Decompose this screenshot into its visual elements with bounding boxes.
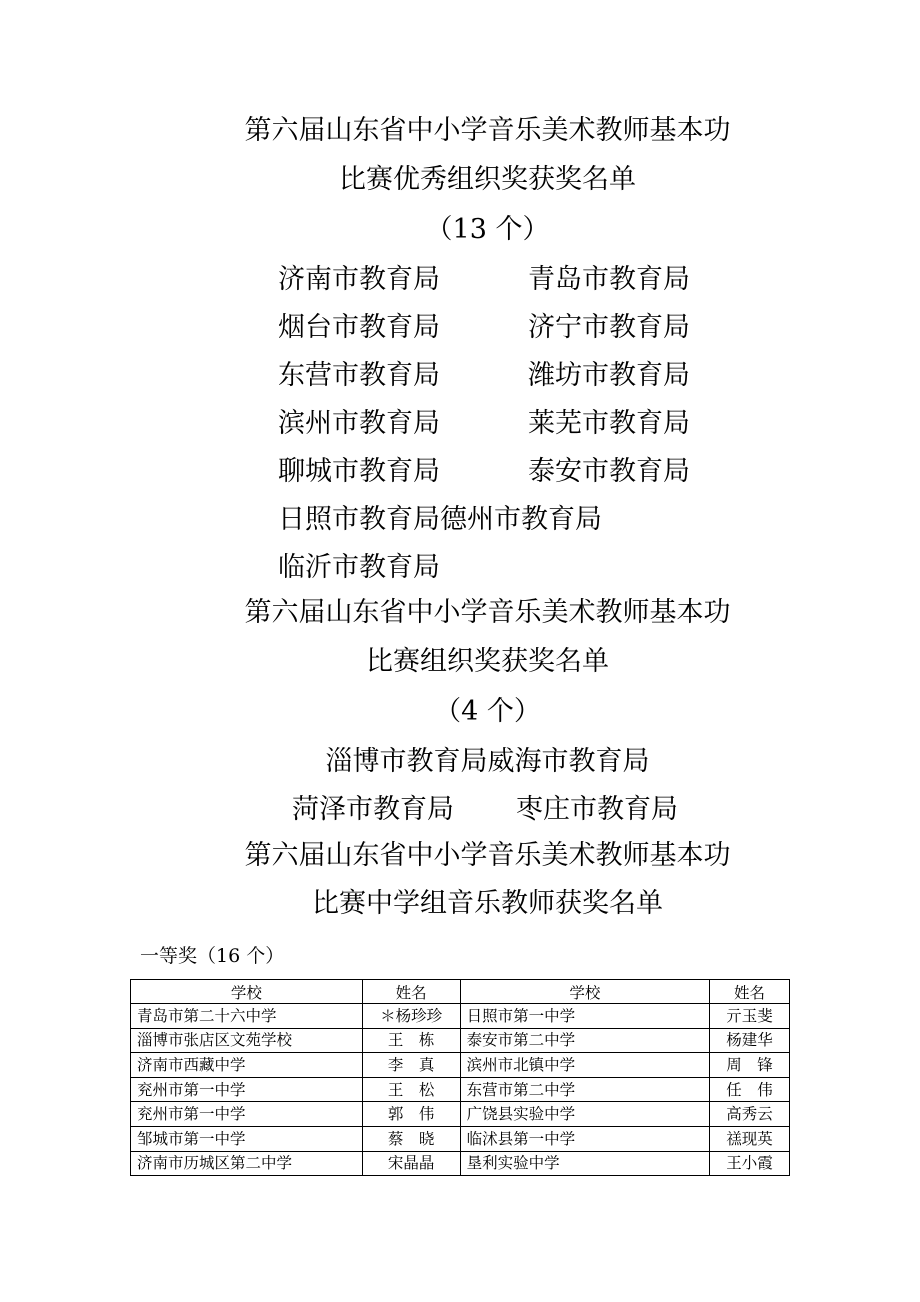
table-header-row (131, 980, 790, 1004)
name-cell: 杨建华 (710, 1028, 790, 1053)
school-cell: 东营市第二中学 (460, 1077, 709, 1102)
title-2-line-1: 第六届山东省中小学音乐美术教师基本功 (244, 597, 731, 628)
org-item: 滨州市教育局 (278, 408, 440, 439)
title-1-count: （13 个） (425, 214, 550, 245)
org-item: 青岛市教育局 (528, 264, 690, 295)
title-3-line-2: 比赛中学组音乐教师获奖名单 (312, 888, 663, 919)
name-cell: 任 伟 (710, 1077, 790, 1102)
title-2-count: （4 个） (434, 696, 541, 727)
org-item: 济南市教育局 (278, 264, 440, 295)
header-school: 学校 (460, 980, 709, 1004)
name-cell: 禚现英 (710, 1126, 790, 1151)
org-item: 菏泽市教育局 (292, 794, 454, 825)
school-cell: 兖州市第一中学 (131, 1102, 363, 1127)
first-prize-heading: 一等奖（16 个） (140, 945, 285, 967)
school-cell: 广饶县实验中学 (460, 1102, 709, 1127)
org-item: 聊城市教育局 (278, 456, 440, 487)
header-name: 姓名 (362, 980, 460, 1004)
name-cell: 李 真 (362, 1053, 460, 1078)
org-item: 淄博市教育局威海市教育局 (325, 746, 650, 777)
header-school: 学校 (131, 980, 363, 1004)
title-2-line-2: 比赛组织奖获奖名单 (366, 646, 609, 677)
table-row (131, 1151, 790, 1176)
org-item: 枣庄市教育局 (516, 794, 678, 825)
name-cell: 王小霞 (710, 1151, 790, 1176)
table-row (131, 1053, 790, 1078)
school-cell: 兖州市第一中学 (131, 1077, 363, 1102)
org-item: 潍坊市教育局 (528, 360, 690, 391)
table-row (131, 1028, 790, 1053)
org-item: 日照市教育局德州市教育局 (278, 504, 602, 535)
school-cell: 济南市西藏中学 (131, 1053, 363, 1078)
name-cell: 郭 伟 (362, 1102, 460, 1127)
table-row (131, 1077, 790, 1102)
school-cell: 泰安市第二中学 (460, 1028, 709, 1053)
org-item: 济宁市教育局 (528, 312, 690, 343)
org-item: 莱芜市教育局 (528, 408, 690, 439)
school-cell: 滨州市北镇中学 (460, 1053, 709, 1078)
table-row (131, 1126, 790, 1151)
header-name: 姓名 (710, 980, 790, 1004)
school-cell: 青岛市第二十六中学 (131, 1004, 363, 1029)
name-cell: 亓玉斐 (710, 1004, 790, 1029)
school-cell: 济南市历城区第二中学 (131, 1151, 363, 1176)
school-cell: 垦利实验中学 (460, 1151, 709, 1176)
name-cell: 宋晶晶 (362, 1151, 460, 1176)
name-cell: 王 松 (362, 1077, 460, 1102)
school-cell: 日照市第一中学 (460, 1004, 709, 1029)
table-row (131, 1102, 790, 1127)
name-cell: 高秀云 (710, 1102, 790, 1127)
school-cell: 邹城市第一中学 (131, 1126, 363, 1151)
school-cell: 淄博市张店区文苑学校 (131, 1028, 363, 1053)
name-cell: ＊杨珍珍 (362, 1004, 460, 1029)
title-1-line-2: 比赛优秀组织奖获奖名单 (339, 164, 636, 195)
table-row (131, 1004, 790, 1029)
org-item: 东营市教育局 (278, 360, 440, 391)
org-item: 烟台市教育局 (278, 312, 440, 343)
name-cell: 王 栋 (362, 1028, 460, 1053)
award-table (130, 979, 790, 1176)
org-item: 临沂市教育局 (278, 552, 440, 583)
title-3-line-1: 第六届山东省中小学音乐美术教师基本功 (244, 840, 731, 871)
name-cell: 周 锋 (710, 1053, 790, 1078)
org-item: 泰安市教育局 (528, 456, 690, 487)
title-1-line-1: 第六届山东省中小学音乐美术教师基本功 (244, 115, 731, 146)
name-cell: 蔡 晓 (362, 1126, 460, 1151)
school-cell: 临沭县第一中学 (460, 1126, 709, 1151)
